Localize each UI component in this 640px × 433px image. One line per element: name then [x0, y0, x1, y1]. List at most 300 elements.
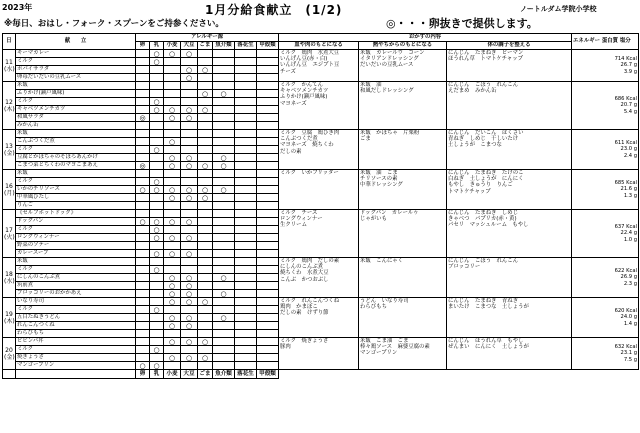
- content-green: にんじん ほうれん草 もやし ぜんまい にんにく 土しょうが: [447, 338, 572, 370]
- dish-name: ふりかけ(瀬戸風味): [16, 90, 136, 98]
- dish-name: ミルク: [16, 178, 136, 186]
- table-row: [3, 210, 639, 218]
- allergen-mark: [198, 218, 213, 226]
- allergen-mark: [136, 50, 150, 58]
- dish-name: 米飯: [16, 170, 136, 178]
- dish-name: ミルク: [16, 226, 136, 234]
- allergen-mark: [164, 266, 181, 274]
- allergen-mark: [235, 90, 257, 98]
- allergen-mark: [164, 90, 181, 98]
- allergen-mark: ○: [150, 346, 164, 354]
- allergen-mark: [198, 258, 213, 266]
- allergen-mark: [164, 122, 181, 130]
- nutrition-values: 622 Kcal 26.9 g 2.3 g: [572, 258, 639, 298]
- allergen-mark: [235, 146, 257, 154]
- allergen-mark: [150, 154, 164, 162]
- dish-name: 和風サラダ: [16, 114, 136, 122]
- content-yellow: うどん いなり寿司 わらびもち: [359, 298, 447, 338]
- allergen-mark: [164, 226, 181, 234]
- allergen-mark: [136, 234, 150, 242]
- allergen-mark: [235, 346, 257, 354]
- allergen-mark: ○: [181, 298, 198, 306]
- allergen-mark: [198, 282, 213, 290]
- allergen-mark: [164, 66, 181, 74]
- allergen-mark: [136, 74, 150, 82]
- allergen-mark: [181, 146, 198, 154]
- allergen-mark: [257, 106, 279, 114]
- content-yellow: 米飯 こんにゃく: [359, 258, 447, 298]
- allergen-mark: ○: [181, 282, 198, 290]
- allergen-mark: [257, 274, 279, 282]
- allergen-mark: [213, 170, 235, 178]
- allergen-mark: [257, 314, 279, 322]
- allergen-mark: ○: [181, 74, 198, 82]
- allergen-mark: ○: [164, 322, 181, 330]
- allergen-mark: [198, 362, 213, 370]
- allergen-mark: ○: [150, 98, 164, 106]
- allergen-mark: [213, 346, 235, 354]
- allergen-mark: [181, 90, 198, 98]
- allergen-mark: ○: [213, 274, 235, 282]
- allergen-mark: [150, 82, 164, 90]
- allergen-mark: [213, 250, 235, 258]
- allergen-mark: [235, 98, 257, 106]
- content-yellow: 米飯 油 和風だしドレッシング: [359, 82, 447, 130]
- allergen-mark: [198, 178, 213, 186]
- allergen-mark: [136, 266, 150, 274]
- allergen-mark: [136, 354, 150, 362]
- allergen-mark: [164, 258, 181, 266]
- allergen-mark: [235, 314, 257, 322]
- allergen-mark: [235, 282, 257, 290]
- allergen-mark: [198, 122, 213, 130]
- allergen-mark: ○: [150, 266, 164, 274]
- allergen-mark: ○: [164, 298, 181, 306]
- allergen-mark: [198, 306, 213, 314]
- dish-name: ミルク: [16, 306, 136, 314]
- allergen-mark: [136, 194, 150, 202]
- allergen-mark: [150, 114, 164, 122]
- day-cell: 20 (金): [3, 338, 16, 370]
- allergen-mark: [136, 282, 150, 290]
- allergen-mark: [164, 178, 181, 186]
- allergen-mark: [181, 242, 198, 250]
- allergen-mark: [198, 82, 213, 90]
- content-yellow: 米飯 かぼちゃ 片栗粉 ごま: [359, 130, 447, 170]
- allergen-mark: [257, 258, 279, 266]
- allergen-mark: ○: [164, 162, 181, 170]
- allergen-mark: [136, 322, 150, 330]
- allergen-mark: [136, 298, 150, 306]
- allergen-mark: ○: [181, 50, 198, 58]
- allergen-mark: [213, 266, 235, 274]
- allergen-mark: ○: [213, 90, 235, 98]
- allergen-mark: ○: [198, 354, 213, 362]
- allergen-mark: ○: [198, 66, 213, 74]
- allergen-mark: [257, 266, 279, 274]
- allergen-mark: [257, 90, 279, 98]
- allergen-mark: [213, 234, 235, 242]
- table-row: [3, 130, 639, 138]
- allergen-mark: [257, 282, 279, 290]
- foot-spacer: [279, 370, 639, 379]
- allergen-mark: ○: [164, 314, 181, 322]
- dish-name: 野菜のソテー: [16, 242, 136, 250]
- allergen-mark: [213, 354, 235, 362]
- allergen-mark: [235, 74, 257, 82]
- allergen-mark: ○: [136, 218, 150, 226]
- allergen-mark: ○: [181, 290, 198, 298]
- allergen-mark: [136, 306, 150, 314]
- col-energy: [572, 34, 639, 50]
- dish-name: 《セルフホットドック》: [16, 210, 136, 218]
- allergen-mark: ○: [198, 194, 213, 202]
- dish-name: 卵苺だいだいの豆乳ムース: [16, 74, 136, 82]
- col-allergen: 乳: [150, 42, 164, 50]
- allergen-mark: [235, 122, 257, 130]
- table-row: [3, 258, 639, 266]
- allergen-mark: [198, 322, 213, 330]
- allergen-mark: [198, 138, 213, 146]
- day-cell: 12 (木): [3, 82, 16, 130]
- allergen-mark: ◎: [136, 114, 150, 122]
- allergen-mark: [136, 154, 150, 162]
- allergen-mark: [136, 314, 150, 322]
- dish-name: いかのチリソース: [16, 186, 136, 194]
- allergen-mark: [150, 282, 164, 290]
- allergen-mark: ○: [150, 234, 164, 242]
- allergen-mark: [198, 74, 213, 82]
- allergen-mark: [150, 130, 164, 138]
- allergen-mark: [181, 138, 198, 146]
- allergen-mark: [257, 290, 279, 298]
- allergen-mark: [198, 242, 213, 250]
- allergen-mark: [235, 250, 257, 258]
- allergen-mark: [198, 266, 213, 274]
- allergen-mark: [213, 58, 235, 66]
- allergen-mark: [257, 114, 279, 122]
- dish-name: にしんのこんぶ煮: [16, 274, 136, 282]
- allergen-mark: [181, 266, 198, 274]
- dish-name: れんこんつくね: [16, 322, 136, 330]
- allergen-mark: [213, 202, 235, 210]
- allergen-mark: ○: [150, 178, 164, 186]
- allergen-mark: [164, 146, 181, 154]
- allergen-mark: ○: [181, 106, 198, 114]
- allergen-mark: [235, 306, 257, 314]
- allergen-mark: [150, 290, 164, 298]
- allergen-mark: [150, 138, 164, 146]
- dish-name: ロングウィンナー: [16, 234, 136, 242]
- allergen-mark: [235, 178, 257, 186]
- table-row: [3, 298, 639, 306]
- allergen-mark: ○: [164, 50, 181, 58]
- allergen-mark: [150, 314, 164, 322]
- allergen-mark: [257, 210, 279, 218]
- allergen-mark: [257, 298, 279, 306]
- allergen-mark: [257, 74, 279, 82]
- allergen-mark: [235, 194, 257, 202]
- allergen-mark: [136, 146, 150, 154]
- allergen-mark: ○: [150, 146, 164, 154]
- allergen-mark: ○: [164, 194, 181, 202]
- allergen-mark: ○: [164, 186, 181, 194]
- allergen-mark: [213, 114, 235, 122]
- day-cell: 16 (月): [3, 170, 16, 210]
- allergen-mark: [150, 258, 164, 266]
- content-green: にんじん たまねぎ ピーマン ほうれん草 トマトケチャップ: [447, 50, 572, 82]
- allergen-mark: [136, 170, 150, 178]
- allergen-mark: [257, 146, 279, 154]
- allergen-mark: [198, 234, 213, 242]
- allergen-mark: ○: [181, 354, 198, 362]
- allergen-mark: ○: [198, 162, 213, 170]
- allergen-mark: [257, 346, 279, 354]
- allergen-mark: [257, 98, 279, 106]
- allergen-mark: [181, 226, 198, 234]
- allergen-mark: ○: [213, 290, 235, 298]
- foot-allergen: 落花生: [235, 370, 257, 379]
- allergen-mark: [235, 290, 257, 298]
- allergen-mark: ○: [198, 90, 213, 98]
- allergen-mark: [235, 66, 257, 74]
- egg-free-note: ◎・・・卵抜きで提供します。: [386, 17, 538, 30]
- allergen-mark: [257, 330, 279, 338]
- allergen-mark: [257, 242, 279, 250]
- allergen-mark: [181, 258, 198, 266]
- allergen-mark: [235, 258, 257, 266]
- allergen-mark: [235, 298, 257, 306]
- allergen-mark: [257, 362, 279, 370]
- content-green: にんじん だいこん はくさい 青ねぎ しめじ 干しいたけ 土しょうが こまつな: [447, 130, 572, 170]
- allergen-mark: [136, 242, 150, 250]
- allergen-mark: [198, 98, 213, 106]
- col-allergen: 大豆: [181, 42, 198, 50]
- allergen-mark: ○: [213, 154, 235, 162]
- foot-allergen: 甲殻類: [257, 370, 279, 379]
- allergen-mark: [235, 106, 257, 114]
- foot-allergen: ごま: [199, 370, 211, 377]
- allergen-mark: [150, 274, 164, 282]
- allergen-mark: [257, 338, 279, 346]
- allergen-mark: [257, 50, 279, 58]
- allergen-mark: [181, 58, 198, 66]
- allergen-mark: ○: [136, 362, 150, 370]
- allergen-mark: [136, 210, 150, 218]
- foot-allergen: 魚介類: [213, 370, 235, 379]
- allergen-mark: [164, 82, 181, 90]
- allergen-mark: [164, 170, 181, 178]
- allergen-mark: [181, 202, 198, 210]
- allergen-mark: [235, 226, 257, 234]
- allergen-mark: [150, 330, 164, 338]
- allergen-mark: [164, 130, 181, 138]
- allergen-mark: [213, 146, 235, 154]
- day-cell: 18 (水): [3, 258, 16, 298]
- allergen-mark: [136, 346, 150, 354]
- col-menu: 献 立: [16, 34, 136, 50]
- allergen-mark: [213, 226, 235, 234]
- allergen-mark: [164, 242, 181, 250]
- nutrition-values: 632 Kcal 23.1 g 7.5 g: [572, 338, 639, 370]
- allergen-mark: [235, 202, 257, 210]
- allergen-mark: ○: [181, 314, 198, 322]
- allergen-mark: [235, 50, 257, 58]
- dish-name: 豆腐とかぼちゃのそぼろあんかけ: [16, 154, 136, 162]
- allergen-mark: [164, 362, 181, 370]
- allergen-mark: [257, 202, 279, 210]
- allergen-mark: ○: [181, 322, 198, 330]
- allergen-mark: [150, 338, 164, 346]
- dish-name: 焼ぎょうざ: [16, 354, 136, 362]
- allergen-mark: [198, 330, 213, 338]
- allergen-mark: [150, 242, 164, 250]
- allergen-mark: [198, 114, 213, 122]
- col-allergen: 落花生: [235, 42, 257, 50]
- col-green: 体の調子を整える: [447, 42, 572, 50]
- allergen-mark: [136, 202, 150, 210]
- content-yellow: ドッグパン カレールゥ じゃがいも: [359, 210, 447, 258]
- dish-name: ミルク: [16, 98, 136, 106]
- allergen-mark: [181, 178, 198, 186]
- allergen-mark: ○: [198, 106, 213, 114]
- allergen-mark: [257, 194, 279, 202]
- nutrition-values: 685 Kcal 21.6 g 1.3 g: [572, 170, 639, 210]
- allergen-mark: [213, 306, 235, 314]
- foot-allergen: 小麦: [164, 370, 181, 379]
- allergen-mark: [235, 338, 257, 346]
- allergen-mark: [181, 170, 198, 178]
- allergen-mark: ○: [164, 354, 181, 362]
- allergen-mark: [257, 66, 279, 74]
- allergen-mark: [136, 90, 150, 98]
- allergen-mark: [213, 122, 235, 130]
- allergen-mark: [150, 298, 164, 306]
- allergen-mark: [164, 98, 181, 106]
- allergen-mark: ○: [181, 234, 198, 242]
- allergen-mark: [150, 74, 164, 82]
- col-red: 血や肉のもとになる: [279, 42, 359, 50]
- nutrition-values: 611 Kcal 23.0 g 2.4 g: [572, 130, 639, 170]
- allergen-mark: [198, 250, 213, 258]
- allergen-mark: ○: [181, 338, 198, 346]
- allergen-mark: [136, 274, 150, 282]
- allergen-mark: ○: [181, 218, 198, 226]
- allergen-mark: ○: [198, 298, 213, 306]
- allergen-mark: [150, 202, 164, 210]
- allergen-mark: ○: [181, 274, 198, 282]
- dish-name: ドッグパン: [16, 218, 136, 226]
- allergen-mark: [213, 258, 235, 266]
- allergen-mark: [198, 170, 213, 178]
- dish-name: ポパイサラダ: [16, 66, 136, 74]
- allergen-mark: [235, 266, 257, 274]
- allergen-mark: ○: [181, 194, 198, 202]
- allergen-mark: [235, 322, 257, 330]
- dish-name: 米飯: [16, 82, 136, 90]
- dish-name: 筑前煮: [16, 282, 136, 290]
- allergen-mark: [235, 274, 257, 282]
- foot-allergen: 乳: [150, 370, 164, 379]
- allergen-mark: [257, 138, 279, 146]
- allergen-mark: [257, 82, 279, 90]
- nutrition-values: 637 Kcal 22.4 g 1.0 g: [572, 210, 639, 258]
- nutrition-values: 620 Kcal 24.0 g 1.4 g: [572, 298, 639, 338]
- allergen-mark: ○: [150, 58, 164, 66]
- allergen-mark: ○: [181, 154, 198, 162]
- allergen-mark: [257, 322, 279, 330]
- dish-name: こまつ菜とちくわのマヨごまあえ: [16, 162, 136, 170]
- allergen-mark: [235, 154, 257, 162]
- col-day: 日: [3, 34, 16, 50]
- allergen-mark: [235, 242, 257, 250]
- allergen-mark: ○: [150, 50, 164, 58]
- allergen-mark: [181, 98, 198, 106]
- col-yellow: 熱やちからのもとになる: [359, 42, 447, 50]
- dish-name: カレースープ: [16, 250, 136, 258]
- allergen-mark: ○: [213, 186, 235, 194]
- foot-allergen: 大豆: [181, 370, 198, 379]
- allergen-mark: [181, 362, 198, 370]
- allergen-mark: ○: [164, 274, 181, 282]
- allergen-mark: [198, 314, 213, 322]
- allergen-mark: ○: [181, 114, 198, 122]
- allergen-mark: [235, 130, 257, 138]
- content-red: ミルク 焼ぎょうざ 豚肉: [279, 338, 359, 370]
- allergen-mark: [136, 106, 150, 114]
- allergen-mark: [136, 258, 150, 266]
- allergen-mark: [235, 330, 257, 338]
- allergen-mark: [257, 226, 279, 234]
- content-green: にんじん ごぼう れんこん えだまめ みかん缶: [447, 82, 572, 130]
- allergen-mark: [136, 178, 150, 186]
- menu-table: [2, 33, 639, 379]
- content-green: にんじん たまねぎ しめじ きゃべつ パプリカ(赤・黄) パセリ マッシュルーム もやし: [447, 210, 572, 258]
- allergen-mark: ○: [150, 306, 164, 314]
- table-row: [3, 82, 639, 90]
- allergen-mark: [235, 82, 257, 90]
- page-title: 1月分給食献立 (1/2): [205, 3, 343, 17]
- allergen-mark: [235, 138, 257, 146]
- allergen-mark: [181, 122, 198, 130]
- allergen-mark: [164, 74, 181, 82]
- day-cell: 13 (金): [3, 130, 16, 170]
- allergen-mark: [257, 306, 279, 314]
- allergen-mark: ○: [181, 250, 198, 258]
- allergen-mark: [235, 162, 257, 170]
- allergen-mark: [235, 362, 257, 370]
- allergen-mark: ○: [198, 186, 213, 194]
- allergen-mark: ○: [181, 66, 198, 74]
- allergen-mark: [213, 218, 235, 226]
- allergen-mark: [198, 274, 213, 282]
- allergen-mark: [136, 138, 150, 146]
- allergen-mark: [257, 218, 279, 226]
- allergen-mark: [136, 290, 150, 298]
- allergen-mark: [136, 226, 150, 234]
- allergen-mark: [198, 50, 213, 58]
- content-yellow: 米飯 ごま油 ごま 棒々鶏ソース 麻婆豆腐の素 マンゴープリン: [359, 338, 447, 370]
- allergen-mark: ○: [164, 106, 181, 114]
- allergen-mark: [198, 130, 213, 138]
- allergen-mark: ○: [164, 338, 181, 346]
- dish-name: いなり寿司: [16, 298, 136, 306]
- allergen-mark: [257, 234, 279, 242]
- allergen-mark: [257, 154, 279, 162]
- dish-name: 米飯: [16, 258, 136, 266]
- allergen-mark: [235, 354, 257, 362]
- allergen-mark: [213, 130, 235, 138]
